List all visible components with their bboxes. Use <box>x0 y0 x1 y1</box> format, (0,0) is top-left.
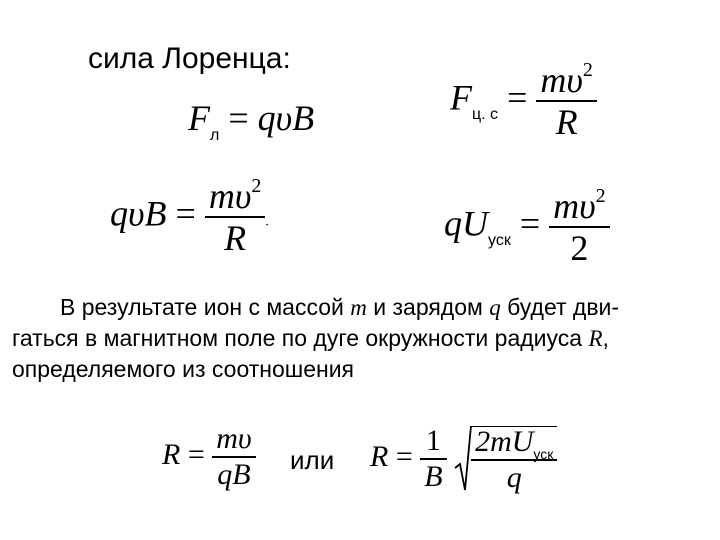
text: В результате ион с массой <box>60 294 351 320</box>
fraction <box>205 175 266 258</box>
radicand-numerator: 2mU <box>475 424 534 458</box>
radical-sign-icon <box>454 424 472 494</box>
u-subscript: уск <box>488 232 511 250</box>
paragraph-line-1 <box>12 292 619 323</box>
numerator: mυ <box>553 186 596 226</box>
denominator: qB <box>217 458 251 491</box>
text: гаться в магнитном поле по дуге окружности радиуса <box>12 325 589 351</box>
equality-formula <box>110 175 269 258</box>
text: и зарядом <box>366 294 490 320</box>
paragraph-line-3: определяемого из соотношения <box>12 356 355 382</box>
centripetal-force-formula <box>450 59 597 142</box>
f-symbol: F <box>188 98 210 138</box>
var-m: m <box>350 295 367 320</box>
text: будет дви- <box>500 294 620 320</box>
lhs: qυB <box>110 193 167 234</box>
radicand <box>471 426 557 493</box>
var-q: q <box>489 295 501 320</box>
paragraph <box>12 292 619 385</box>
square-root <box>454 424 557 494</box>
lorentz-force-formula <box>188 98 315 144</box>
lorentz-rhs: qυB <box>257 98 315 138</box>
text: , <box>602 325 609 351</box>
equals-sign: = <box>187 437 205 471</box>
exponent: 2 <box>582 59 593 81</box>
numerator: mυ <box>216 422 252 455</box>
or-label: или <box>290 445 335 475</box>
denominator: R <box>555 102 578 142</box>
numerator: mυ <box>540 60 583 100</box>
denominator: R <box>224 218 247 258</box>
radicand-denominator: q <box>506 460 522 494</box>
fraction <box>536 59 597 142</box>
paragraph-line-2 <box>12 323 619 354</box>
energy-formula <box>444 185 610 268</box>
equals-sign: = <box>175 193 196 234</box>
fraction-one-over-b <box>420 426 446 492</box>
denominator: B <box>424 460 443 493</box>
var-r: R <box>588 326 603 351</box>
fraction <box>549 185 610 268</box>
denominator: 2 <box>570 228 589 268</box>
f-subscript: ц. с <box>472 106 499 124</box>
radius-formula-1 <box>162 424 256 490</box>
f-subscript: л <box>210 127 220 144</box>
f-symbol: F <box>450 77 472 118</box>
exponent: 2 <box>251 175 262 197</box>
q-symbol: q <box>444 203 462 244</box>
r-symbol: R <box>162 437 181 471</box>
u-symbol: U <box>462 203 488 244</box>
trailing-dot: . <box>265 214 269 230</box>
exponent: 2 <box>595 185 606 207</box>
u-subscript: уск <box>533 445 554 462</box>
equals-sign: = <box>519 203 541 244</box>
numerator: 1 <box>425 424 441 457</box>
radius-formula-2 <box>370 424 557 494</box>
fraction <box>212 424 255 490</box>
equals-sign: = <box>395 439 413 473</box>
r-symbol: R <box>370 439 389 473</box>
equals-sign: = <box>507 77 528 118</box>
heading: сила Лоренца: <box>88 42 291 75</box>
numerator: mυ <box>208 176 252 216</box>
equals-sign: = <box>228 98 249 138</box>
